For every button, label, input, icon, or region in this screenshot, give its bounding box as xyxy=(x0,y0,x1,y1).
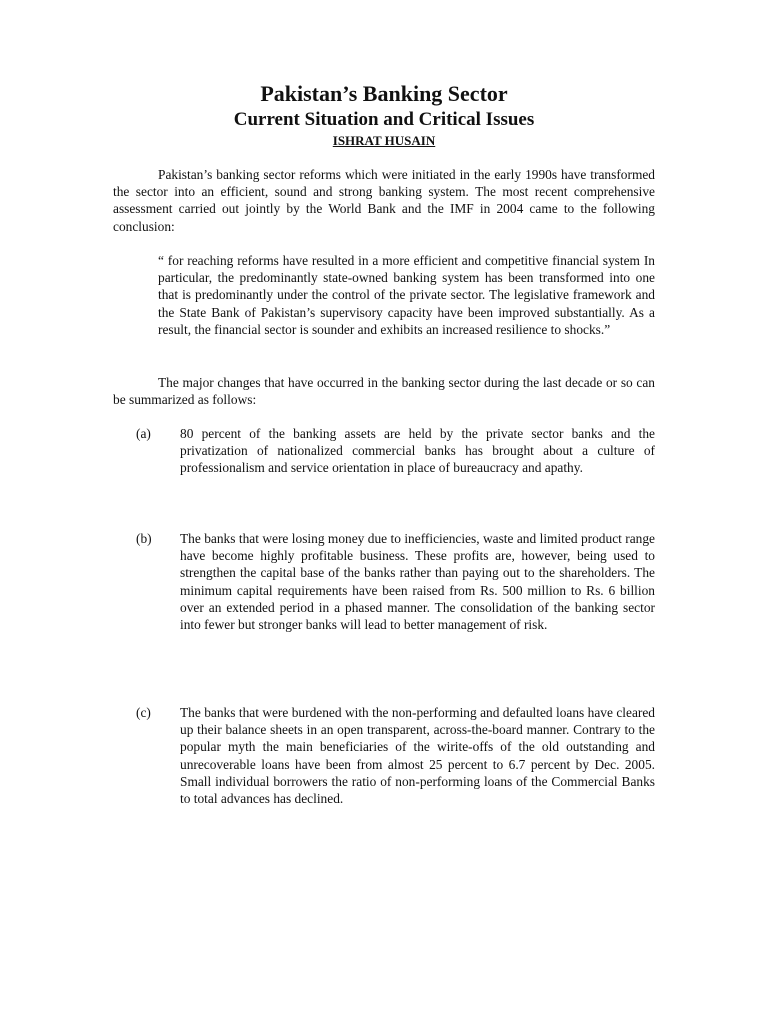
list-item-marker-b: (b) xyxy=(136,531,152,546)
summary-paragraph: The major changes that have occurred in the banking sector during the last decade or so can be summarized as follows: xyxy=(113,375,655,408)
author-name: ISHRAT HUSAIN xyxy=(332,133,436,148)
intro-paragraph: Pakistan’s banking sector reforms which were initiated in the early 1990s have transformed the sector into an efficient, sound and strong banking system. The most recent comprehensive assessment carried out jointly by the World Bank and the IMF in 2004 came to the following conclusion: xyxy=(113,167,655,234)
list-item-marker-a: (a) xyxy=(136,426,151,441)
list-item-marker-c: (c) xyxy=(136,705,151,720)
list-item-text-c: The banks that were burdened with the non-performing and defaulted loans have cleared up their balance sheets in an open transparent, across-the-board manner. Contrary to the popular myth the main beneficiaries of the wirite-offs of the old outstanding and unrecoverable loans have been from almost 25 percent to 6.7 percent by Dec. 2005. Small individual borrowers the ratio of non-performing loans of the Commercial Banks to total advances has declined. xyxy=(180,705,655,807)
document-subtitle: Current Situation and Critical Issues xyxy=(233,109,535,130)
document-title: Pakistan’s Banking Sector xyxy=(260,81,508,106)
block-quote: “ for reaching reforms have resulted in a more efficient and competitive financial system In particular, the predominantly state-owned banking system has been transformed into one that is predominantly under the control of the private sector. The legislative framework and the State Bank of Pakistan’s supervisory capacity have been improved substantially. As a result, the financial sector is sounder and exhibits an increased resilience to shocks.” xyxy=(158,253,655,337)
list-item-text-a: 80 percent of the banking assets are held by the private sector banks and the privatization of nationalized commercial banks has brought about a culture of professionalism and service orientation in place of bureaucracy and apathy. xyxy=(180,426,655,476)
list-item-text-b: The banks that were losing money due to inefficiencies, waste and limited product range have become highly profitable business. These profits are, however, being used to strengthen the capital base of the banks rather than paying out to the shareholders. The minimum capital requirements have been raised from Rs. 500 million to Rs. 6 billion over an extended period in a phased manner. The consolidation of the banking sector into fewer but stronger banks will lead to better management of risk. xyxy=(180,531,655,633)
